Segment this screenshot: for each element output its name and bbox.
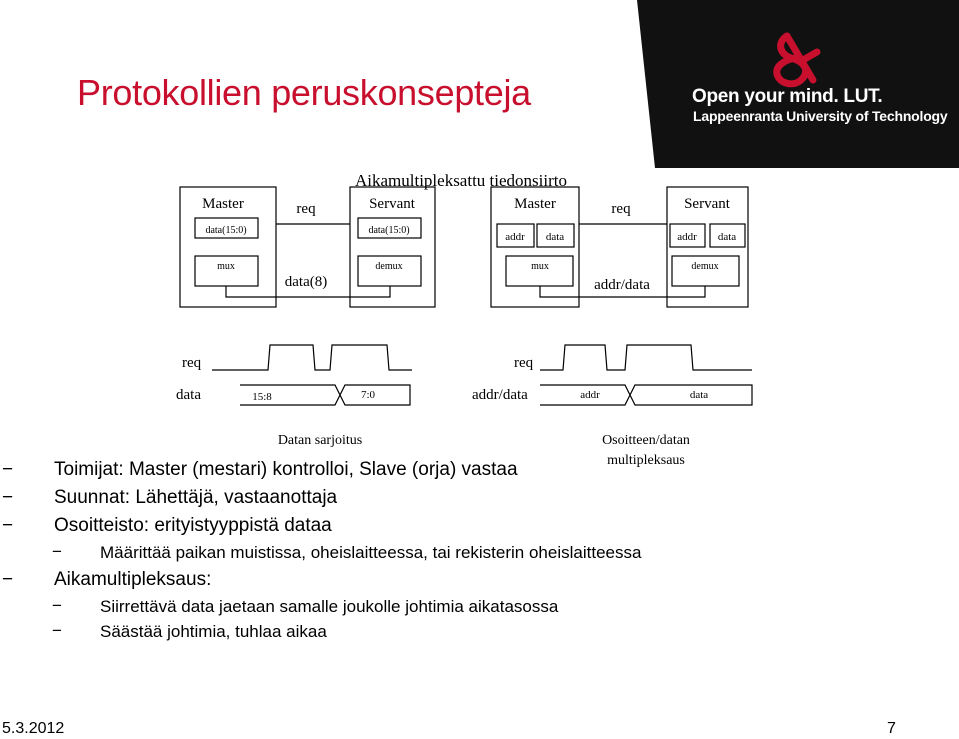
bullet-item: Suunnat: Lähettäjä, vastaanottaja	[54, 487, 338, 508]
timing-left-data: data	[176, 387, 201, 403]
left-servant-reg-label: data(15:0)	[368, 225, 410, 236]
page-number: 7	[887, 720, 896, 737]
timing-right-seg2: data	[689, 389, 709, 401]
right-bus-label: addr/data	[594, 277, 650, 293]
bullet-marker: −	[52, 621, 62, 640]
left-servant-label: Servant	[369, 196, 415, 212]
left-req-wave	[212, 345, 412, 370]
right-servant-data-label: data	[717, 231, 737, 243]
bullet-item: Osoitteisto: erityistyyppistä dataa	[54, 515, 332, 536]
footer-date: 5.3.2012	[2, 720, 65, 737]
left-bus-label: data(8)	[284, 274, 328, 290]
bullet-marker: −	[52, 596, 62, 615]
diagram-heading: Aikamultipleksattu tiedonsiirto	[354, 171, 568, 190]
timing-left-req: req	[182, 355, 202, 371]
logo-slogan: Open your mind. LUT.	[692, 86, 883, 107]
right-servant-addr-label: addr	[677, 231, 697, 243]
page-title: Protokollien peruskonsepteja	[77, 72, 531, 113]
bullet-item: Siirrettävä data jaetaan samalle joukolle johtimia aikatasossa	[100, 597, 559, 616]
timing-right-caption-2: multipleksaus	[607, 453, 685, 468]
right-master-label: Master	[514, 196, 556, 212]
timing-left-seg1: 15:8	[252, 391, 272, 403]
right-master-data-label: data	[545, 231, 565, 243]
left-master-reg-label: data(15:0)	[205, 225, 247, 236]
left-master-label: Master	[202, 196, 244, 212]
bullet-marker: −	[2, 459, 14, 480]
bullet-item: Toimijat: Master (mestari) kontrolloi, Slave (orja) vastaa	[54, 459, 518, 480]
right-servant-label: Servant	[684, 196, 730, 212]
bullet-item: Säästää johtimia, tuhlaa aikaa	[100, 622, 327, 641]
bullet-marker: −	[2, 569, 14, 590]
timing-right-addrdata: addr/data	[472, 387, 528, 403]
left-servant-demux-label: demux	[375, 261, 403, 272]
right-master-mux-label: mux	[531, 261, 549, 272]
right-servant-demux-label: demux	[691, 261, 719, 272]
timing-right-seg1: addr	[580, 389, 600, 401]
bullet-marker: −	[52, 542, 62, 561]
bullet-marker: −	[2, 515, 14, 536]
left-master-mux-label: mux	[217, 261, 235, 272]
logo-university: Lappeenranta University of Technology	[693, 108, 948, 124]
right-req-label: req	[611, 201, 631, 217]
timing-right-caption-1: Osoitteen/datan	[602, 433, 690, 448]
timing-left-seg2: 7:0	[360, 389, 376, 401]
timing-right-req: req	[514, 355, 534, 371]
timing-left-caption: Datan sarjoitus	[277, 433, 363, 448]
right-req-wave	[540, 345, 752, 370]
bullet-item: Aikamultipleksaus:	[54, 569, 212, 590]
bullet-item: Määrittää paikan muistissa, oheislaitteessa, tai rekisterin oheislaitteessa	[100, 543, 642, 562]
right-master-addr-label: addr	[505, 231, 525, 243]
left-req-label: req	[296, 201, 316, 217]
bullet-marker: −	[2, 487, 14, 508]
